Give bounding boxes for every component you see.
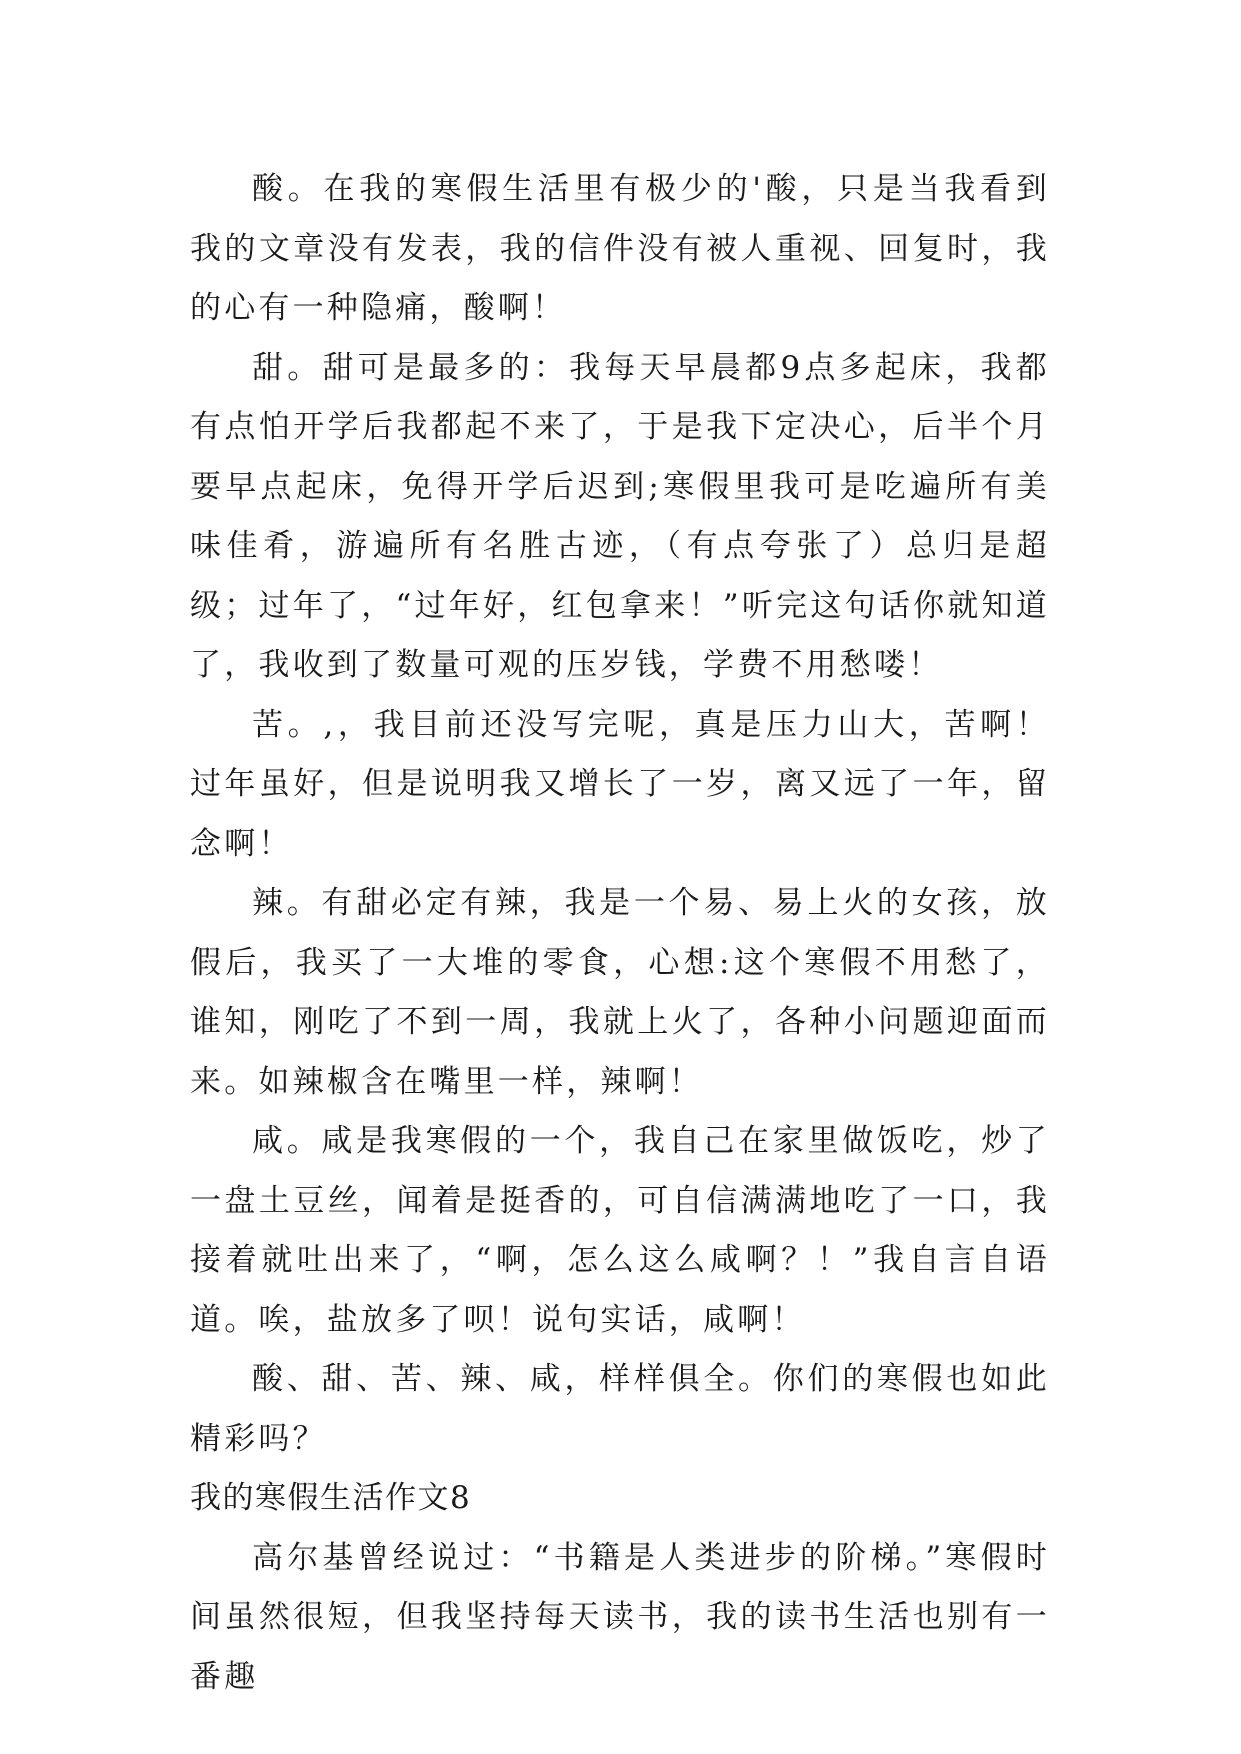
document-body xyxy=(190,160,1050,1707)
paragraph-spicy: 辣。有甜必定有辣，我是一个易、易上火的女孩，放假后，我买了一大堆的零食，心想:这个寒假不用愁了，谁知，刚吃了不到一周，我就上火了，各种小问题迎面而来。如辣椒含在嘴里一样，辣啊！ xyxy=(190,885,1050,1100)
paragraph-bitter: 苦。,，我目前还没写完呢，真是压力山大，苦啊！过年虽好，但是说明我又增长了一岁，离又远了一年，留念啊！ xyxy=(190,706,1050,862)
paragraph-reading: 高尔基曾经说过：“书籍是人类进步的阶梯。”寒假时间虽然很短，但我坚持每天读书，我的读书生活也别有一番趣 xyxy=(190,1539,1050,1695)
paragraph-sour: 酸。在我的寒假生活里有极少的'酸，只是当我看到我的文章没有发表，我的信件没有被人重视、回复时，我的心有一种隐痛，酸啊！ xyxy=(190,171,1050,326)
section-heading: 我的寒假生活作文8 xyxy=(190,1480,472,1516)
paragraph-salty: 咸。咸是我寒假的一个，我自己在家里做饭吃，炒了一盘土豆丝，闻着是挺香的，可自信满满地吃了一口，我接着就吐出来了，“啊，怎么这么咸啊？！”我自言自语道。唉，盐放多了呗！说句实话，咸啊！ xyxy=(190,1123,1050,1338)
paragraph-summary: 酸、甜、苦、辣、咸，样样俱全。你们的寒假也如此精彩吗？ xyxy=(190,1361,1050,1457)
paragraph-sweet: 甜。甜可是最多的：我每天早晨都9点多起床，我都有点怕开学后我都起不来了，于是我下定决心，后半个月要早点起床，免得开学后迟到;寒假里我可是吃遍所有美味佳肴，游遍所有名胜古迹，（有点夸张了）总归是超级；过年了，“过年好，红包拿来！”听完这句话你就知道了，我收到了数量可观的压岁钱，学费不用愁喽！ xyxy=(190,349,1050,683)
